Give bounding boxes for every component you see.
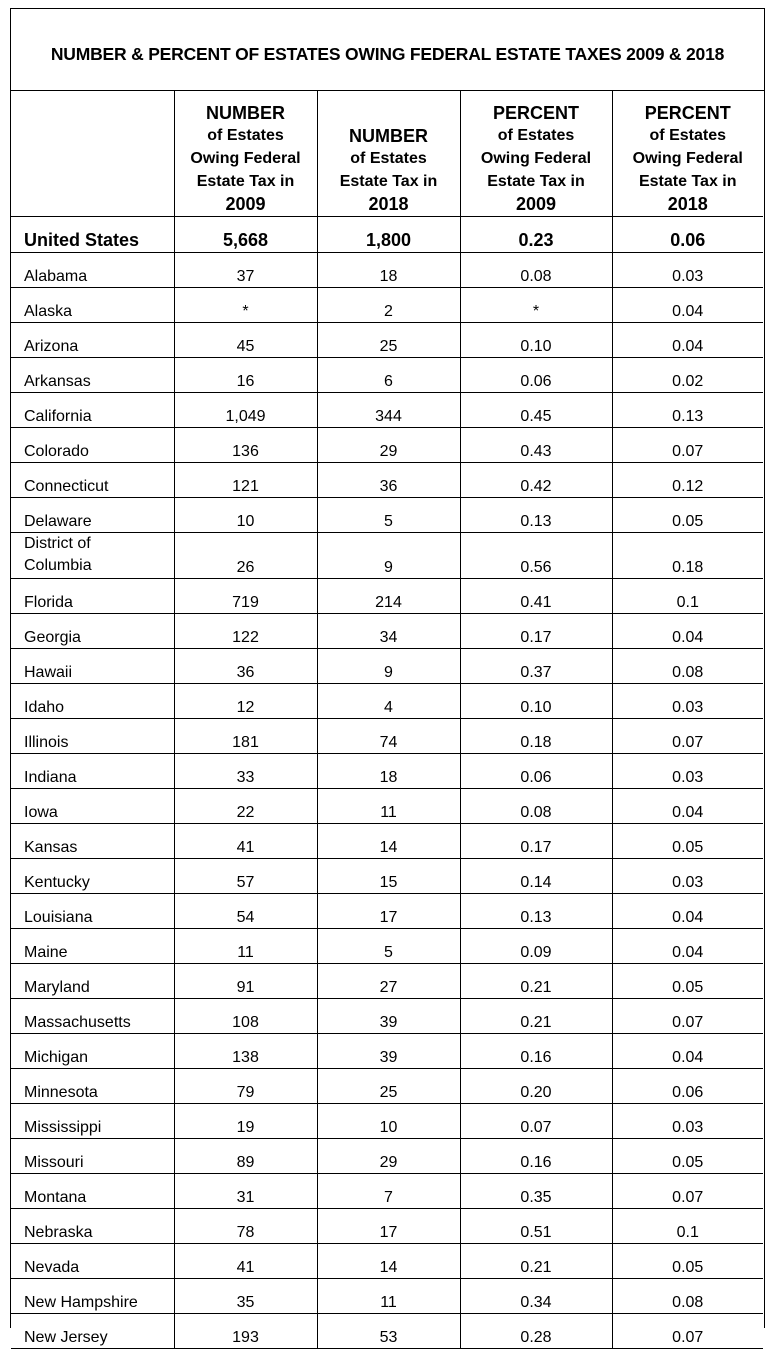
header-col-2-year: 2018: [368, 194, 409, 214]
value-cell-col-2: 14: [317, 1244, 460, 1279]
value-cell-col-3: 0.35: [460, 1174, 612, 1209]
value-cell-col-4: 0.04: [612, 288, 763, 323]
header-col-1-line: of Estates: [207, 127, 284, 144]
value-cell-col-3: 0.17: [460, 614, 612, 649]
state-name-cell: Arizona: [11, 323, 174, 358]
header-col-1-line: Owing Federal: [190, 150, 301, 167]
state-name-cell: Colorado: [11, 428, 174, 463]
table-row: [11, 789, 763, 824]
value-cell-col-2: 10: [317, 1104, 460, 1139]
value-cell-col-3: *: [460, 288, 612, 323]
value-cell-col-2: 5: [317, 929, 460, 964]
value-cell-col-2: 9: [317, 533, 460, 579]
value-cell-col-1: 193: [174, 1314, 317, 1349]
value-cell-col-3: 0.21: [460, 999, 612, 1034]
header-row: [11, 91, 763, 217]
value-cell-col-2: 5: [317, 498, 460, 533]
value-cell-col-3: 0.42: [460, 463, 612, 498]
header-col-3-line: Owing Federal: [480, 150, 592, 167]
value-cell-col-3: 0.16: [460, 1034, 612, 1069]
value-cell-col-1: 12: [174, 684, 317, 719]
value-cell-col-1: 41: [174, 824, 317, 859]
state-name-cell: Connecticut: [11, 463, 174, 498]
table-row: [11, 1279, 763, 1314]
value-cell-col-1: 122: [174, 614, 317, 649]
table-row: [11, 498, 763, 533]
value-cell-col-1: 33: [174, 754, 317, 789]
value-cell-col-2: 17: [317, 1209, 460, 1244]
value-cell-col-2: 39: [317, 1034, 460, 1069]
table-row: [11, 358, 763, 393]
value-cell-col-2: 7: [317, 1174, 460, 1209]
table-row: [11, 964, 763, 999]
state-name-cell: Nebraska: [11, 1209, 174, 1244]
header-col-4-year: 2018: [667, 194, 708, 214]
value-cell-col-1: 36: [174, 649, 317, 684]
value-cell-col-1: 41: [174, 1244, 317, 1279]
table-row: [11, 533, 763, 579]
state-name-cell: Florida: [11, 579, 174, 614]
state-name-cell: United States: [11, 217, 174, 253]
value-cell-col-3: 0.41: [460, 579, 612, 614]
value-cell-col-3: 0.34: [460, 1279, 612, 1314]
value-cell-col-3: 0.28: [460, 1314, 612, 1349]
value-cell-col-1: 16: [174, 358, 317, 393]
value-cell-col-4: 0.13: [612, 393, 763, 428]
header-state: [11, 91, 174, 217]
value-cell-col-3: 0.14: [460, 859, 612, 894]
value-cell-col-1: 11: [174, 929, 317, 964]
table-row: [11, 894, 763, 929]
value-cell-col-2: 15: [317, 859, 460, 894]
state-name-cell: New Jersey: [11, 1314, 174, 1349]
table-title: NUMBER & PERCENT OF ESTATES OWING FEDERAL ESTATE TAXES 2009 & 2018: [11, 9, 764, 91]
value-cell-col-4: 0.07: [612, 999, 763, 1034]
state-name-cell: Delaware: [11, 498, 174, 533]
value-cell-col-2: 25: [317, 323, 460, 358]
value-cell-col-1: 37: [174, 253, 317, 288]
value-cell-col-3: 0.08: [460, 253, 612, 288]
table-row: [11, 1034, 763, 1069]
header-col-1-line: Estate Tax in: [196, 173, 295, 190]
value-cell-col-3: 0.21: [460, 964, 612, 999]
state-name-cell: Georgia: [11, 614, 174, 649]
table-row: [11, 929, 763, 964]
value-cell-col-3: 0.20: [460, 1069, 612, 1104]
value-cell-col-2: 14: [317, 824, 460, 859]
state-name-cell: Montana: [11, 1174, 174, 1209]
header-col-3-line: Estate Tax in: [487, 173, 585, 190]
value-cell-col-3: 0.51: [460, 1209, 612, 1244]
header-col-2-measure: NUMBER: [349, 126, 428, 146]
estate-tax-table: [11, 91, 763, 1349]
value-cell-col-3: 0.45: [460, 393, 612, 428]
state-name-cell: Alaska: [11, 288, 174, 323]
value-cell-col-3: 0.06: [460, 754, 612, 789]
state-name-cell: New Hampshire: [11, 1279, 174, 1314]
value-cell-col-3: 0.10: [460, 323, 612, 358]
value-cell-col-2: 27: [317, 964, 460, 999]
header-col-4-measure: PERCENT: [644, 103, 731, 123]
value-cell-col-1: 45: [174, 323, 317, 358]
state-name-cell: Kentucky: [11, 859, 174, 894]
state-name-cell: Maine: [11, 929, 174, 964]
table-row: [11, 824, 763, 859]
value-cell-col-1: 57: [174, 859, 317, 894]
value-cell-col-1: 19: [174, 1104, 317, 1139]
total-row-united-states: [11, 217, 763, 253]
value-cell-col-2: 18: [317, 253, 460, 288]
value-cell-col-4: 0.02: [612, 358, 763, 393]
value-cell-col-1: 35: [174, 1279, 317, 1314]
state-name-cell: Idaho: [11, 684, 174, 719]
value-cell-col-3: 0.06: [460, 358, 612, 393]
state-name-cell: Minnesota: [11, 1069, 174, 1104]
table-row: [11, 1174, 763, 1209]
value-cell-col-3: 0.13: [460, 498, 612, 533]
value-cell-col-2: 344: [317, 393, 460, 428]
state-name-cell: Mississippi: [11, 1104, 174, 1139]
value-cell-col-2: 53: [317, 1314, 460, 1349]
table-row: [11, 253, 763, 288]
value-cell-col-3: 0.18: [460, 719, 612, 754]
value-cell-col-1: 79: [174, 1069, 317, 1104]
value-cell-col-4: 0.03: [612, 1104, 763, 1139]
state-name-cell: Illinois: [11, 719, 174, 754]
table-row: [11, 719, 763, 754]
value-cell-col-4: 0.07: [612, 719, 763, 754]
value-cell-col-4: 0.08: [612, 1279, 763, 1314]
value-cell-col-1: 78: [174, 1209, 317, 1244]
table-row: [11, 463, 763, 498]
state-name-cell: Michigan: [11, 1034, 174, 1069]
value-cell-col-4: 0.05: [612, 1244, 763, 1279]
value-cell-col-3: 0.37: [460, 649, 612, 684]
header-col-4: [612, 91, 763, 217]
value-cell-col-4: 0.04: [612, 929, 763, 964]
value-cell-col-1: *: [174, 288, 317, 323]
value-cell-col-2: 17: [317, 894, 460, 929]
value-cell-col-2: 1,800: [317, 217, 460, 253]
header-col-2-line: Estate Tax in: [339, 173, 438, 190]
value-cell-col-1: 91: [174, 964, 317, 999]
value-cell-col-2: 2: [317, 288, 460, 323]
value-cell-col-4: 0.07: [612, 1174, 763, 1209]
state-name-cell: Arkansas: [11, 358, 174, 393]
value-cell-col-4: 0.06: [612, 1069, 763, 1104]
value-cell-col-4: 0.04: [612, 323, 763, 358]
value-cell-col-3: 0.16: [460, 1139, 612, 1174]
header-col-4-line: of Estates: [649, 127, 726, 144]
value-cell-col-4: 0.1: [612, 1209, 763, 1244]
value-cell-col-1: 10: [174, 498, 317, 533]
value-cell-col-3: 0.08: [460, 789, 612, 824]
value-cell-col-1: 26: [174, 533, 317, 579]
table-row: [11, 1069, 763, 1104]
value-cell-col-2: 74: [317, 719, 460, 754]
value-cell-col-4: 0.05: [612, 1139, 763, 1174]
value-cell-col-2: 39: [317, 999, 460, 1034]
header-col-3: [460, 91, 612, 217]
header-col-1-measure: NUMBER: [206, 103, 285, 123]
value-cell-col-2: 34: [317, 614, 460, 649]
state-name-cell: Kansas: [11, 824, 174, 859]
value-cell-col-4: 0.12: [612, 463, 763, 498]
value-cell-col-2: 11: [317, 1279, 460, 1314]
value-cell-col-1: 121: [174, 463, 317, 498]
state-name-cell: Louisiana: [11, 894, 174, 929]
state-name-cell: Missouri: [11, 1139, 174, 1174]
table-row: [11, 859, 763, 894]
value-cell-col-1: 719: [174, 579, 317, 614]
state-name-cell: Nevada: [11, 1244, 174, 1279]
value-cell-col-4: 0.05: [612, 498, 763, 533]
value-cell-col-4: 0.05: [612, 824, 763, 859]
value-cell-col-2: 4: [317, 684, 460, 719]
value-cell-col-1: 138: [174, 1034, 317, 1069]
value-cell-col-3: 0.09: [460, 929, 612, 964]
table-row: [11, 649, 763, 684]
value-cell-col-3: 0.07: [460, 1104, 612, 1139]
table-row: [11, 393, 763, 428]
value-cell-col-1: 54: [174, 894, 317, 929]
header-col-2-line: of Estates: [350, 150, 427, 167]
value-cell-col-4: 0.04: [612, 894, 763, 929]
value-cell-col-4: 0.08: [612, 649, 763, 684]
value-cell-col-3: 0.21: [460, 1244, 612, 1279]
header-col-3-year: 2009: [515, 194, 557, 214]
table-row: [11, 1314, 763, 1349]
table-row: [11, 614, 763, 649]
table-row: [11, 288, 763, 323]
table-row: [11, 1209, 763, 1244]
value-cell-col-1: 31: [174, 1174, 317, 1209]
value-cell-col-1: 5,668: [174, 217, 317, 253]
value-cell-col-1: 108: [174, 999, 317, 1034]
table-row: [11, 999, 763, 1034]
header-col-1: [174, 91, 317, 217]
value-cell-col-2: 29: [317, 1139, 460, 1174]
value-cell-col-1: 22: [174, 789, 317, 824]
value-cell-col-4: 0.1: [612, 579, 763, 614]
table-row: [11, 684, 763, 719]
estate-tax-table-frame: [10, 8, 765, 1346]
value-cell-col-4: 0.04: [612, 789, 763, 824]
table-row: [11, 579, 763, 614]
value-cell-col-1: 1,049: [174, 393, 317, 428]
value-cell-col-2: 6: [317, 358, 460, 393]
value-cell-col-4: 0.07: [612, 1314, 763, 1349]
table-row: [11, 1244, 763, 1279]
value-cell-col-3: 0.23: [460, 217, 612, 253]
state-name-cell: Iowa: [11, 789, 174, 824]
value-cell-col-1: 181: [174, 719, 317, 754]
state-name-cell: Massachusetts: [11, 999, 174, 1034]
table-row: [11, 428, 763, 463]
table-row: [11, 1139, 763, 1174]
header-col-3-line: of Estates: [497, 127, 575, 144]
value-cell-col-2: 214: [317, 579, 460, 614]
value-cell-col-3: 0.13: [460, 894, 612, 929]
value-cell-col-4: 0.03: [612, 684, 763, 719]
value-cell-col-2: 36: [317, 463, 460, 498]
table-row: [11, 323, 763, 358]
value-cell-col-4: 0.03: [612, 253, 763, 288]
table-row: [11, 754, 763, 789]
state-name-cell: Alabama: [11, 253, 174, 288]
value-cell-col-2: 29: [317, 428, 460, 463]
header-col-2: [317, 91, 460, 217]
value-cell-col-3: 0.10: [460, 684, 612, 719]
value-cell-col-4: 0.04: [612, 1034, 763, 1069]
state-name-cell: District of Columbia: [11, 533, 174, 579]
table-body: [11, 217, 763, 1349]
value-cell-col-4: 0.04: [612, 614, 763, 649]
value-cell-col-1: 89: [174, 1139, 317, 1174]
state-name-cell: Hawaii: [11, 649, 174, 684]
value-cell-col-3: 0.17: [460, 824, 612, 859]
value-cell-col-4: 0.05: [612, 964, 763, 999]
table-row: [11, 1104, 763, 1139]
value-cell-col-4: 0.06: [612, 217, 763, 253]
header-col-4-line: Owing Federal: [632, 150, 743, 167]
value-cell-col-1: 136: [174, 428, 317, 463]
value-cell-col-2: 9: [317, 649, 460, 684]
state-name-cell: Maryland: [11, 964, 174, 999]
value-cell-col-4: 0.03: [612, 859, 763, 894]
value-cell-col-2: 18: [317, 754, 460, 789]
value-cell-col-2: 11: [317, 789, 460, 824]
value-cell-col-4: 0.03: [612, 754, 763, 789]
value-cell-col-4: 0.07: [612, 428, 763, 463]
state-name-cell: California: [11, 393, 174, 428]
value-cell-col-3: 0.43: [460, 428, 612, 463]
header-col-1-year: 2009: [225, 194, 266, 214]
state-name-cell: Indiana: [11, 754, 174, 789]
value-cell-col-4: 0.18: [612, 533, 763, 579]
value-cell-col-3: 0.56: [460, 533, 612, 579]
value-cell-col-2: 25: [317, 1069, 460, 1104]
header-col-3-measure: PERCENT: [492, 103, 579, 123]
header-col-4-line: Estate Tax in: [638, 173, 737, 190]
